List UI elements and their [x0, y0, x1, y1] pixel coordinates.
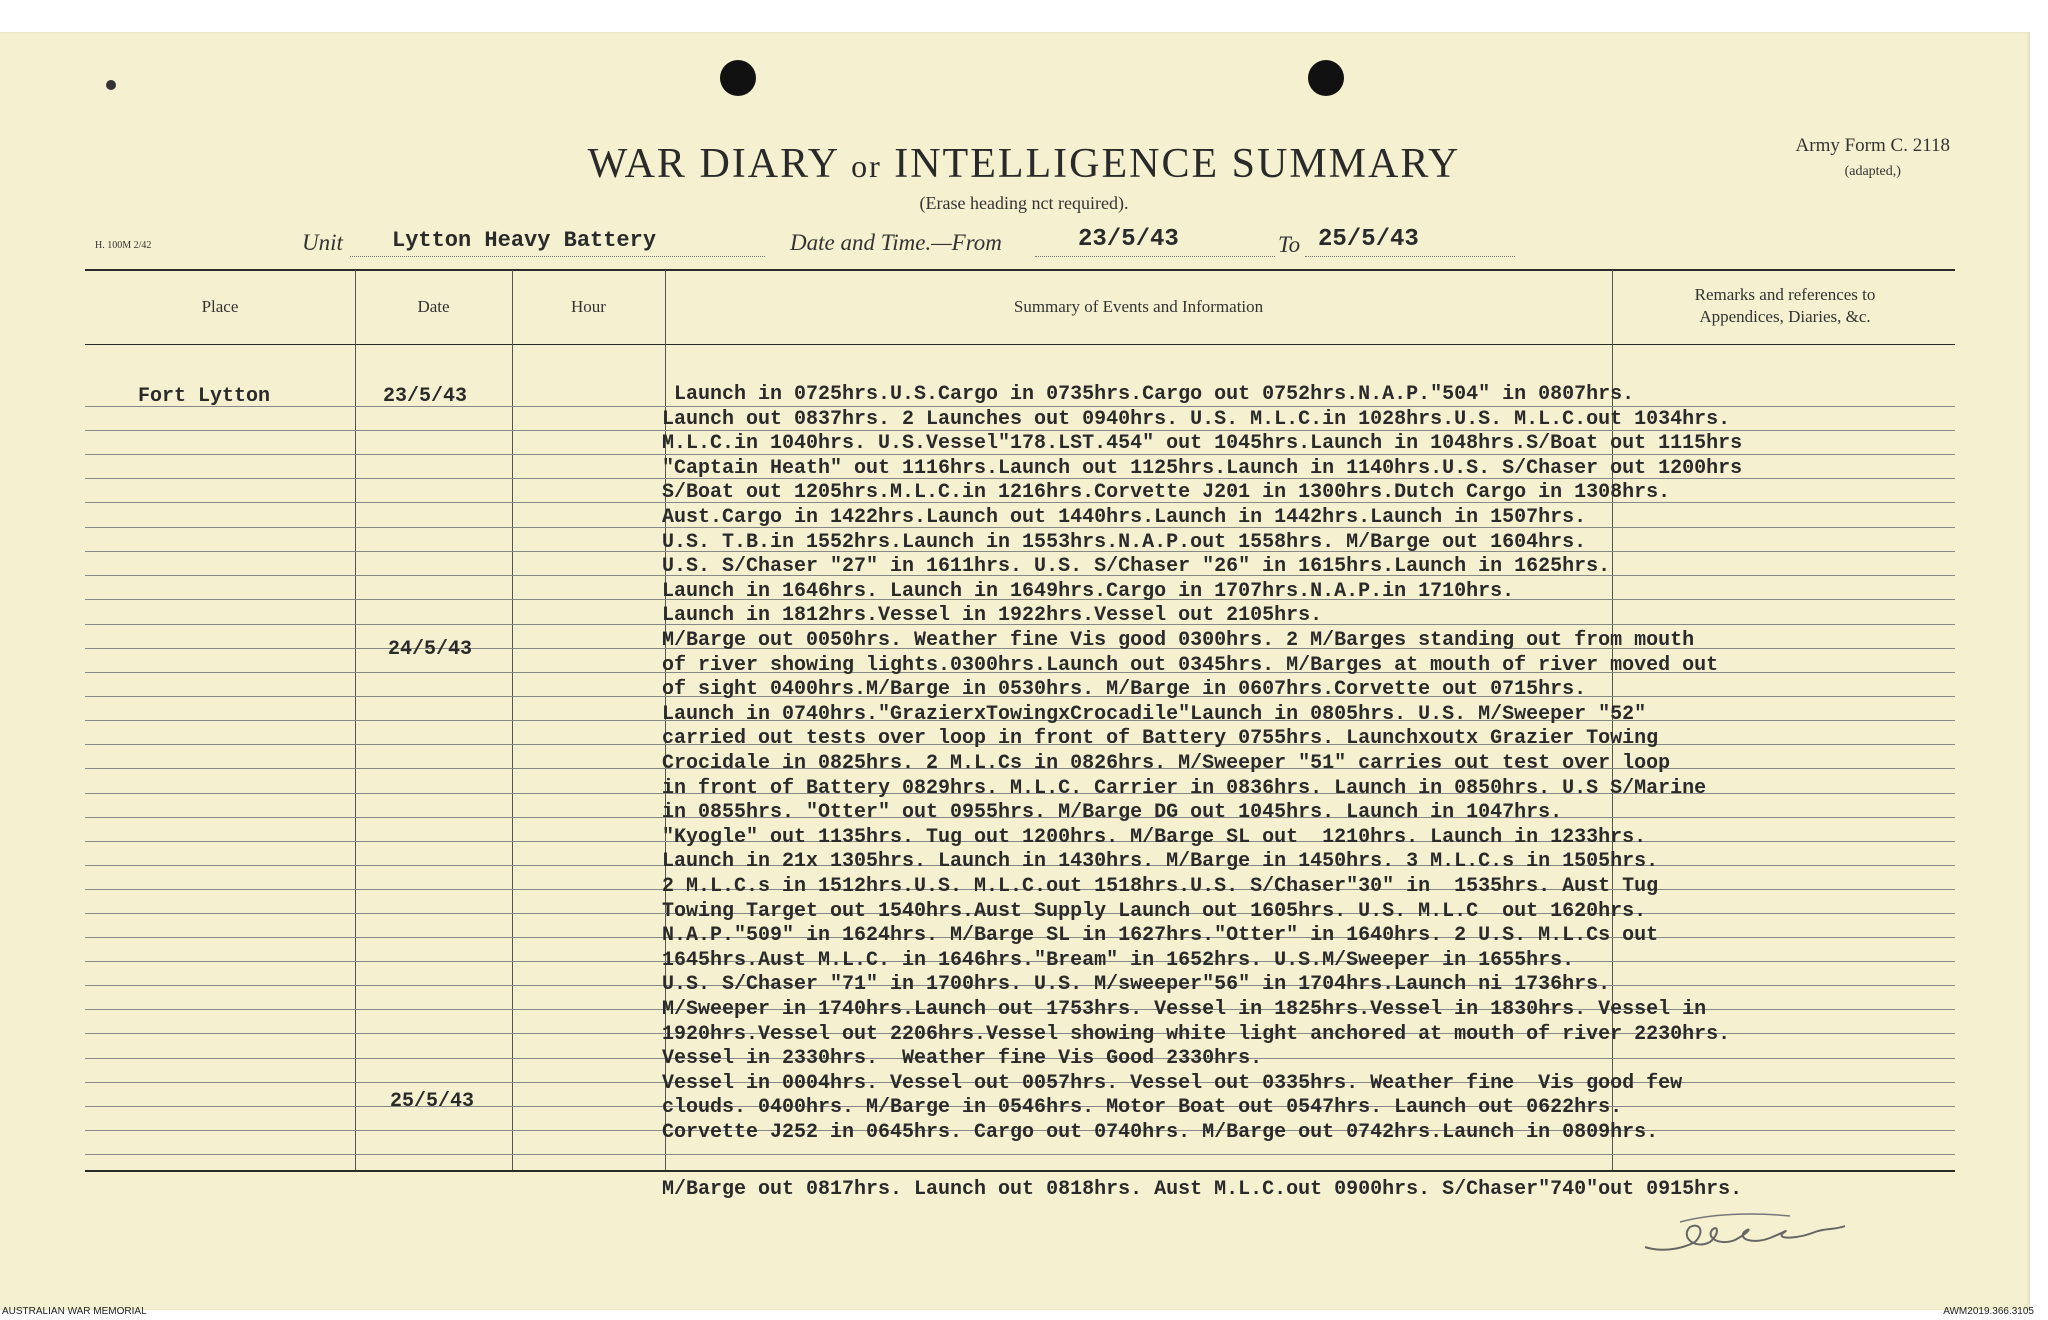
- summary-line: U.S. S/Chaser "27" in 1611hrs. U.S. S/Chaser "26" in 1615hrs.Launch in 1625hrs.: [662, 555, 1611, 579]
- erase-note: (Erase heading nct required).: [919, 193, 1129, 213]
- summary-line: M.L.C.in 1040hrs. U.S.Vessel"178.LST.454" out 1045hrs.Launch in 1048hrs.S/Boat out 1115hrs: [662, 432, 1743, 456]
- summary-line: Towing Target out 1540hrs.Aust Supply Launch out 1605hrs. U.S. M.L.C out 1620hrs.: [662, 899, 1647, 923]
- print-code: H. 100M 2/42: [95, 240, 152, 251]
- title-rest: INTELLIGENCE SUMMARY: [894, 141, 1461, 187]
- to-label: To: [1278, 232, 1301, 257]
- title-main: WAR DIARY: [587, 141, 839, 187]
- summary-line: "Captain Heath" out 1116hrs.Launch out 1125hrs.Launch in 1140hrs.U.S. S/Chaser out 1200hrs: [662, 456, 1743, 480]
- summary-line: "Kyogle" out 1135hrs. Tug out 1200hrs. M/Barge SL out 1210hrs. Launch in 1233hrs.: [662, 825, 1647, 849]
- table-bottom-border: [85, 1170, 1955, 1172]
- summary-line: in front of Battery 0829hrs. M.L.C. Carrier in 0836hrs. Launch in 0850hrs. U.S S/Marine: [662, 776, 1707, 800]
- army-form-number: Army Form C. 2118: [1795, 135, 1950, 156]
- footer-source: AUSTRALIAN WAR MEMORIAL: [2, 1306, 147, 1317]
- summary-line: in 0855hrs. "Otter" out 0955hrs. M/Barge DG out 1045hrs. Launch in 1047hrs.: [662, 801, 1563, 825]
- summary-line: U.S. S/Chaser "71" in 1700hrs. U.S. M/sweeper"56" in 1704hrs.Launch ni 1736hrs.: [662, 973, 1611, 997]
- summary-line: 2 M.L.C.s in 1512hrs.U.S. M.L.C.out 1518hrs.U.S. S/Chaser"30" in 1535hrs. Aust Tug: [662, 875, 1659, 898]
- date-entry: 23/5/43: [383, 385, 468, 408]
- summary-line: 1920hrs.Vessel out 2206hrs.Vessel showing white light anchored at mouth of river 2230hrs.: [662, 1022, 1731, 1046]
- summary-line: carried out tests over loop in front of Battery 0755hrs. Launchxoutx Grazier Towing: [662, 727, 1659, 751]
- to-date: 25/5/43: [1318, 226, 1419, 253]
- summary-line: Vessel in 0004hrs. Vessel out 0057hrs. Vessel out 0335hrs. Weather fine Vis good few: [662, 1071, 1683, 1095]
- summary-line: Vessel in 2330hrs. Weather fine Vis Good 2330hrs.: [662, 1047, 1263, 1071]
- summary-line: Crocidale in 0825hrs. 2 M.L.Cs in 0826hrs. M/Sweeper "51" carries out test over loop: [662, 752, 1671, 775]
- summary-line: 1645hrs.Aust M.L.C. in 1646hrs."Bream" in 1652hrs. U.S.M/Sweeper in 1655hrs.: [662, 948, 1575, 972]
- summary-line: Launch in 1646hrs. Launch in 1649hrs.Cargo in 1707hrs.N.A.P.in 1710hrs.: [662, 579, 1515, 603]
- unit-dotted-line: [350, 256, 765, 257]
- summary-line: M/Barge out 0817hrs. Launch out 0818hrs. Aust M.L.C.out 0900hrs. S/Chaser"740"out 0915hrs.: [662, 1178, 1743, 1201]
- army-form-adapted: (adapted,): [1844, 164, 1901, 179]
- summary-line: Launch in 1812hrs.Vessel in 1922hrs.Vessel out 2105hrs.: [662, 604, 1323, 628]
- summary-line: Launch in 0740hrs."GrazierxTowingxCrocadile"Launch in 0805hrs. U.S. M/Sweeper "52": [662, 702, 1647, 726]
- summary-line: S/Boat out 1205hrs.M.L.C.in 1216hrs.Corvette J201 in 1300hrs.Dutch Cargo in 1308hrs.: [662, 481, 1671, 505]
- column-header-place: Place: [201, 297, 239, 316]
- column-header-date: Date: [417, 297, 450, 316]
- title-or: or: [851, 148, 882, 184]
- unit-label: Unit: [302, 230, 343, 255]
- summary-line: of sight 0400hrs.M/Barge in 0530hrs. M/Barge in 0607hrs.Corvette out 0715hrs.: [662, 678, 1587, 702]
- punch-hole-right: [1308, 60, 1344, 96]
- signature-mark: [1640, 1202, 1870, 1262]
- summary-line: Launch out 0837hrs. 2 Launches out 0940hrs. U.S. M.L.C.in 1028hrs.U.S. M.L.C.out 1034hrs.: [662, 407, 1731, 431]
- date-entry: 25/5/43: [390, 1090, 475, 1113]
- date-entry: 24/5/43: [388, 638, 473, 661]
- from-date: 23/5/43: [1078, 226, 1179, 253]
- summary-line: Aust.Cargo in 1422hrs.Launch out 1440hrs.Launch in 1442hrs.Launch in 1507hrs.: [662, 506, 1587, 529]
- footer-reference: AWM2019.366.3105: [1943, 1306, 2034, 1317]
- summary-line: N.A.P."509" in 1624hrs. M/Barge SL in 1627hrs."Otter" in 1640hrs. 2 U.S. M.L.Cs out: [662, 924, 1659, 948]
- summary-line: Corvette J252 in 0645hrs. Cargo out 0740hrs. M/Barge out 0742hrs.Launch in 0809hrs.: [662, 1121, 1659, 1144]
- summary-line: M/Barge out 0050hrs. Weather fine Vis good 0300hrs. 2 M/Barges standing out from mouth: [662, 629, 1695, 652]
- summary-line: clouds. 0400hrs. M/Barge in 0546hrs. Motor Boat out 0547hrs. Launch out 0622hrs.: [662, 1096, 1623, 1120]
- form-title: [0, 140, 2048, 188]
- summary-line: Launch in 0725hrs.U.S.Cargo in 0735hrs.Cargo out 0752hrs.N.A.P."504" in 0807hrs.: [662, 383, 1635, 406]
- ink-blot: [106, 80, 116, 90]
- summary-line: U.S. T.B.in 1552hrs.Launch in 1553hrs.N.A.P.out 1558hrs. M/Barge out 1604hrs.: [662, 530, 1587, 554]
- column-header-hour: Hour: [571, 297, 606, 316]
- summary-line: M/Sweeper in 1740hrs.Launch out 1753hrs. Vessel in 1825hrs.Vessel in 1830hrs. Vessel in: [662, 998, 1707, 1021]
- ruled-line: [85, 1154, 1955, 1155]
- summary-line: of river showing lights.0300hrs.Launch out 0345hrs. M/Barges at mouth of river moved out: [662, 653, 1719, 677]
- column-header-remarks: Remarks and references to Appendices, Diaries, &c.: [1694, 285, 1876, 326]
- from-dotted-line: [1035, 256, 1275, 257]
- table-top-border: [85, 269, 1955, 271]
- unit-value: Lytton Heavy Battery: [392, 228, 657, 253]
- place-fort-lytton: Fort Lytton: [138, 385, 271, 408]
- table-header-border: [85, 344, 1955, 345]
- date-time-label: Date and Time.—From: [790, 230, 1002, 255]
- punch-hole-left: [720, 60, 756, 96]
- to-dotted-line: [1305, 256, 1515, 257]
- summary-line: Launch in 21x 1305hrs. Launch in 1430hrs. M/Barge in 1450hrs. 3 M.L.C.s in 1505hrs.: [662, 850, 1659, 874]
- army-form-label: [1796, 133, 1950, 185]
- column-header-summary: Summary of Events and Information: [1013, 297, 1264, 316]
